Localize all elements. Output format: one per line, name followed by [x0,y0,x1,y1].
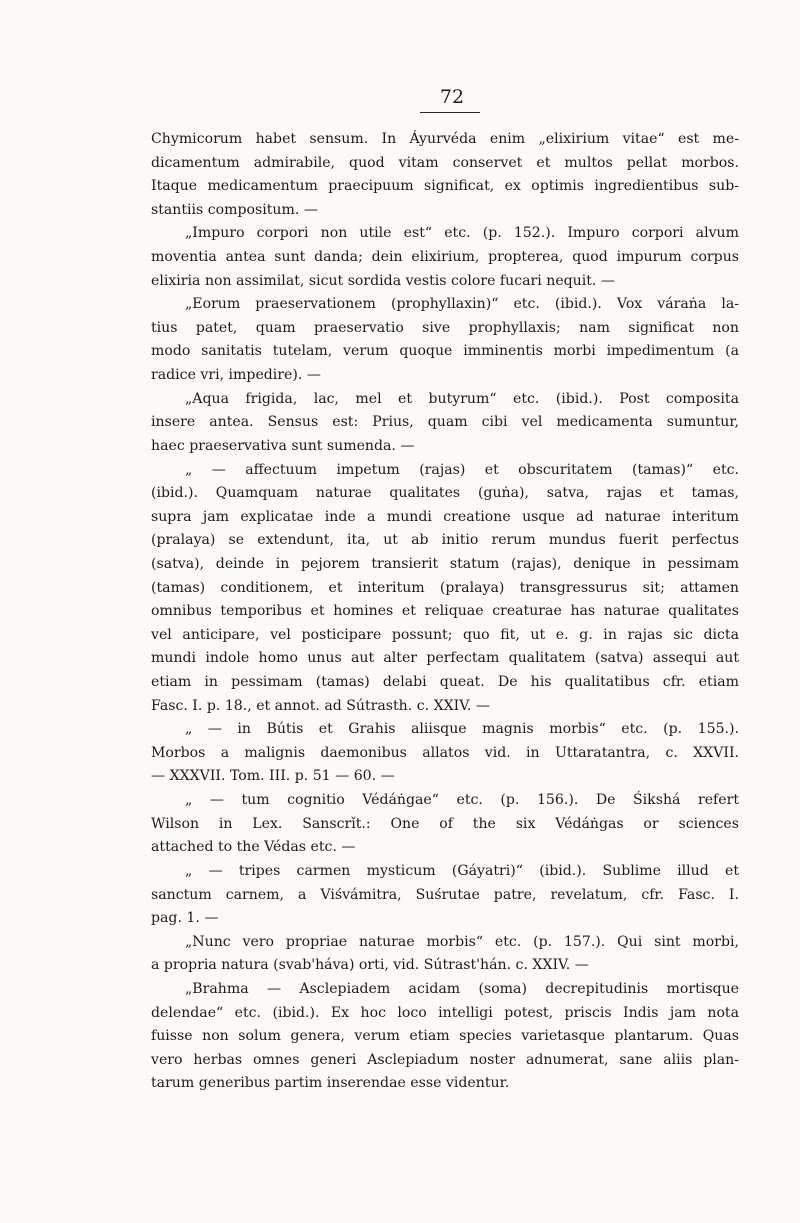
text-line: supra jam explicatae inde a mundi creatione usque ad naturae interitum [151,508,739,525]
text-line: Chymicorum habet sensum. In Áyurvéda enim „elixirium vitae“ est me- [151,131,739,147]
text-line: „ — in Bútis et Grahis aliisque magnis morbis“ etc. (p. 155.). [185,721,739,738]
text-line: Fasc. I. p. 18., et annot. ad Sútrasth. c. XXIV. — [151,697,490,714]
text-line: (pralaya) se extendunt, ita, ut ab initio rerum mundus fuerit perfectus [151,532,739,549]
text-line: delendae“ etc. (ibid.). Ex hoc loco intelligi potest, priscis Indis jam nota [151,1004,739,1021]
text-line: modo sanitatis tutelam, verum quoque imminentis morbi impedimentum (a [151,343,739,360]
text-line: „ — tripes carmen mysticum (Gáyatri)“ (ibid.). Sublime illud et [185,862,739,879]
text-line: tius patet, quam praeservatio sive prophyllaxis; nam significat non [151,319,739,336]
text-line: sanctum carnem, a Viśvámitra, Suśrutae patre, revelatum, cfr. Fasc. I. [151,886,739,903]
text-line: Morbos a malignis daemonibus allatos vid. in Uttaratantra, c. XXVII. [151,744,739,761]
text-line: a propria natura (svab'háva) orti, vid. Sútrast'hán. c. XXIV. — [151,957,589,974]
text-line: elixiria non assimilat, sicut sordida vestis colore fucari nequit. — [151,272,615,289]
text-line: dicamentum admirabile, quod vitam conservet et multos pellat morbos. [151,154,739,171]
page-number: 72 [439,86,465,108]
text-line: pag. 1. — [151,910,219,927]
text-line: „Nunc vero propriae naturae morbis“ etc. (p. 157.). Qui sint morbi, [185,933,739,950]
body-text [151,128,739,1096]
text-line: Wilson in Lex. Sanscrǐt.: One of the six Védáṅgas or sciences [151,815,739,832]
text-line: „Brahma — Asclepiadem acidam (soma) decrepitudinis mortisque [185,980,739,997]
text-line: — XXXVII. Tom. III. p. 51 — 60. — [151,768,395,785]
text-line: vero herbas omnes generi Asclepiadum noster adnumerat, sane aliis plan- [151,1051,739,1068]
text-line: (ibid.). Quamquam naturae qualitates (guṅa), satva, rajas et tamas, [151,485,739,502]
text-line: fuisse non solum genera, verum etiam species varietasque plantarum. Quas [151,1028,739,1045]
text-line: „Aqua frigida, lac, mel et butyrum“ etc. (ibid.). Post composita [185,390,739,407]
text-line: moventia antea sunt danda; dein elixirium, propterea, quod impurum corpus [151,249,739,266]
text-line: (satva), deinde in pejorem transierit statum (rajas), denique in pessimam [151,555,739,572]
text-line: etiam in pessimam (tamas) delabi queat. De his qualitatibus cfr. etiam [151,674,739,691]
text-line: „Eorum praeservationem (prophyllaxin)“ etc. (ibid.). Vox váraṅa la- [185,296,739,313]
text-line: „ — tum cognitio Védáṅgae“ etc. (p. 156.). De Śikshá refert [185,792,739,809]
text-line: mundi indole homo unus aut alter perfectam qualitatem (satva) assequi aut [151,650,739,667]
text-line: insere antea. Sensus est: Prius, quam cibi vel medicamenta sumuntur, [151,414,739,431]
text-line: Itaque medicamentum praecipuum significat, ex optimis ingredientibus sub- [151,178,739,195]
header-rule [420,112,480,113]
text-line: „ — affectuum impetum (rajas) et obscuritatem (tamas)“ etc. [185,461,739,478]
text-line: „Impuro corpori non utile est“ etc. (p. 152.). Impuro corpori alvum [185,225,739,242]
text-line: stantiis compositum. — [151,201,318,218]
text-line: omnibus temporibus et homines et reliquae creaturae has naturae qualitates [151,603,739,620]
text-line: tarum generibus partim inserendae esse videntur. [151,1075,510,1092]
text-line: haec praeservativa sunt sumenda. — [151,437,415,454]
text-line: (tamas) conditionem, et interitum (pralaya) transgressurus sit; attamen [151,579,739,596]
text-line: vel anticipare, vel posticipare possunt; quo fit, ut e. g. in rajas sic dicta [151,626,739,643]
text-line: radice vri, impedire). — [151,367,321,384]
text-line: attached to the Védas etc. — [151,839,356,856]
